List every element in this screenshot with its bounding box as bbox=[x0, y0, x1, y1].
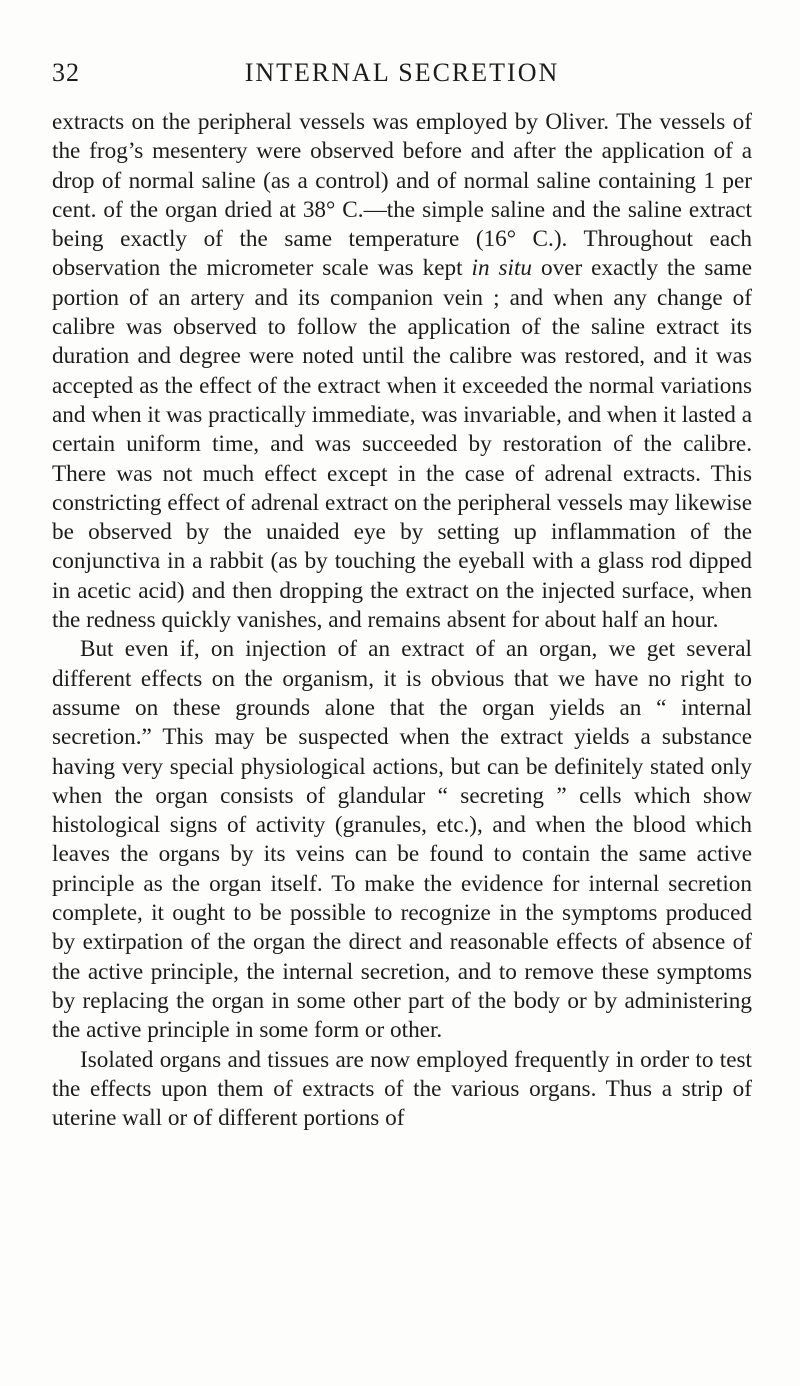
paragraph-2: But even if, on injection of an extract of an organ, we get several different effects on the organism, it is obvious that we have no right to assume on these grounds alone that the organ yields an “ internal secretion.” This may be suspected when the extract yields a substance having very special physiological actions, but can be definitely stated only when the organ consists of glandular “ secreting ” cells which show histological signs of activity (granules, etc.), and when the blood which leaves the organs by its veins can be found to contain the same active principle as the organ itself. To make the evidence for internal secretion complete, it ought to be possible to recognize in the symptoms produced by extirpation of the organ the direct and reasonable effects of absence of the active principle, the internal secretion, and to remove these symptoms by replacing the organ in some other part of the body or by administering the active principle in some form or other. bbox=[52, 636, 752, 1044]
paragraph-1-text-b: over exactly the same portion of an artery and its companion vein ; and when any change of calibre was observed to follow the application of the saline extract its duration and degree were noted until the calibre was restored, and it was accepted as the effect of the extract when it exceeded the normal variations and when it was practically immediate, was invariable, and when it lasted a certain uniform time, and was succeeded by restoration of the calibre. There was not much effect except in the case of adrenal extracts. This constricting effect of adrenal extract on the peripheral vessels may likewise be observed by the unaided eye by setting up inflammation of the conjunctiva in a rabbit (as by touching the eyeball with a glass rod dipped in acetic acid) and then dropping the extract on the injected surface, when the redness quickly vanishes, and remains absent for about half an hour. bbox=[52, 255, 752, 634]
paragraph-1 bbox=[52, 108, 752, 635]
page-header bbox=[52, 58, 752, 88]
italic-term: in situ bbox=[471, 255, 533, 282]
paragraph-3: Isolated organs and tissues are now employed frequently in order to test the effects upon them of extracts of the various organs. Thus a strip of uterine wall or of different portions of bbox=[52, 1046, 752, 1132]
body-text bbox=[52, 108, 752, 1133]
paragraph-1-text-a: extracts on the peripheral vessels was employed by Oliver. The vessels of the frog’s mesentery were observed before and after the application of a drop of normal saline (as a control) and of normal saline containing 1 per cent. of the organ dried at 38° C.—the simple saline and the saline extract being exactly of the same temperature (16° C.). Throughout each observation the micrometer scale was kept bbox=[52, 109, 752, 282]
running-title: INTERNAL SECRETION bbox=[244, 58, 560, 87]
page-number: 32 bbox=[52, 58, 80, 87]
